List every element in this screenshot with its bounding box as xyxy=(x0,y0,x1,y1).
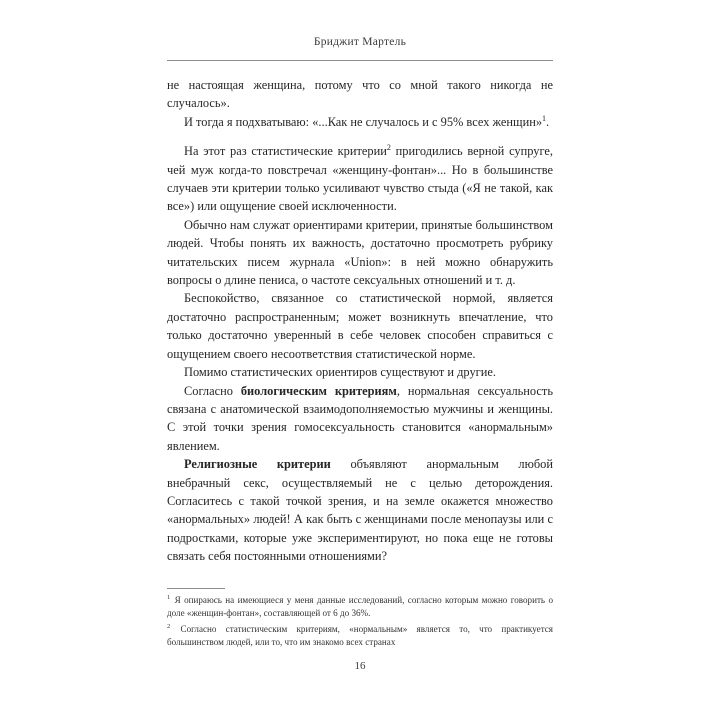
body-paragraph xyxy=(167,76,553,113)
bold-term: биологическим критериям xyxy=(240,383,397,398)
body-text-block xyxy=(167,76,553,566)
footnote xyxy=(167,594,553,619)
footnote xyxy=(167,623,553,648)
body-paragraph xyxy=(167,142,553,216)
footnote-marker: 1 xyxy=(167,593,171,601)
body-paragraph xyxy=(167,113,553,131)
text-run: . xyxy=(546,114,550,129)
body-paragraph xyxy=(167,216,553,290)
text-run: пригодились верной супруге, чей муж когда-то повстречал «женщину-фонтан»... Но в большинстве случаев эти критерии только усиливают чувство стыда («Я не такой, как все») или ощущение своей исключенности. xyxy=(167,144,553,214)
footnote-list xyxy=(167,594,553,648)
text-run: Согласно xyxy=(184,383,241,398)
text-run: Помимо статистических ориентиров существуют и другие. xyxy=(184,365,496,380)
body-paragraph xyxy=(167,455,553,565)
body-paragraph xyxy=(167,382,553,456)
text-run: Беспокойство, связанное со статистической нормой, является достаточно распространенным; может возникнуть впечатление, что только достаточно уверенный в себе человек способен справиться с ощущением своего несоответствия статистической норме. xyxy=(167,291,553,361)
footnote-text: Я опираюсь на имеющиеся у меня данные исследований, согласно которым можно говорить о доле «женщин-фонтан», составляющей от 6 до 36%. xyxy=(167,595,553,618)
footnote-reference[interactable]: 1 xyxy=(542,113,547,123)
page-number: 16 xyxy=(354,660,366,672)
body-paragraph xyxy=(167,363,553,381)
footnote-reference[interactable]: 2 xyxy=(386,143,391,153)
footnote-area xyxy=(167,588,553,652)
text-run: Обычно нам служат ориентирами критерии, принятые большинством людей. Чтобы понять их важность, достаточно просмотреть рубрику читательских писем журнала «Union»: в ней можно обнаружить вопросы о длине пениса, о частоте сексуальных отношений и т. д. xyxy=(167,217,553,288)
header-rule xyxy=(167,60,553,61)
bold-term: Религиозные критерии xyxy=(184,457,331,472)
text-run: , нормальная сексуальность связана с анатомической взаимодополняемостью мужчины и женщины. С этой точки зрения гомосексуальность становится «анормальным» явлением. xyxy=(167,383,553,453)
text-run: И тогда я подхватываю: «...Как не случалось и с 95% всех женщин» xyxy=(184,114,543,129)
text-run: На этот раз статистические критерии xyxy=(184,144,387,159)
footnote-text: Согласно статистическим критериям, «нормальным» является то, что практикуется большинством людей, или то, что им знакомо всех странах xyxy=(167,624,553,647)
body-paragraph xyxy=(167,289,553,363)
text-run: не настоящая женщина, потому что со мной такого никогда не случалось». xyxy=(167,78,553,111)
footnote-marker: 2 xyxy=(167,623,171,631)
text-run: объявляют анормальным любой внебрачный секс, осуществляемый не с целью деторождения. Согласитесь с такой точкой зрения, и на земле окажется множество «анормальных» людей! А как быть с женщинами после менопаузы или с подростками, которые уже экспериментируют, но пока еще не готовы связать себя постоянными отношениями? xyxy=(167,457,553,564)
running-head: Бриджит Мартель xyxy=(313,36,407,48)
footnote-separator-rule xyxy=(167,588,225,589)
